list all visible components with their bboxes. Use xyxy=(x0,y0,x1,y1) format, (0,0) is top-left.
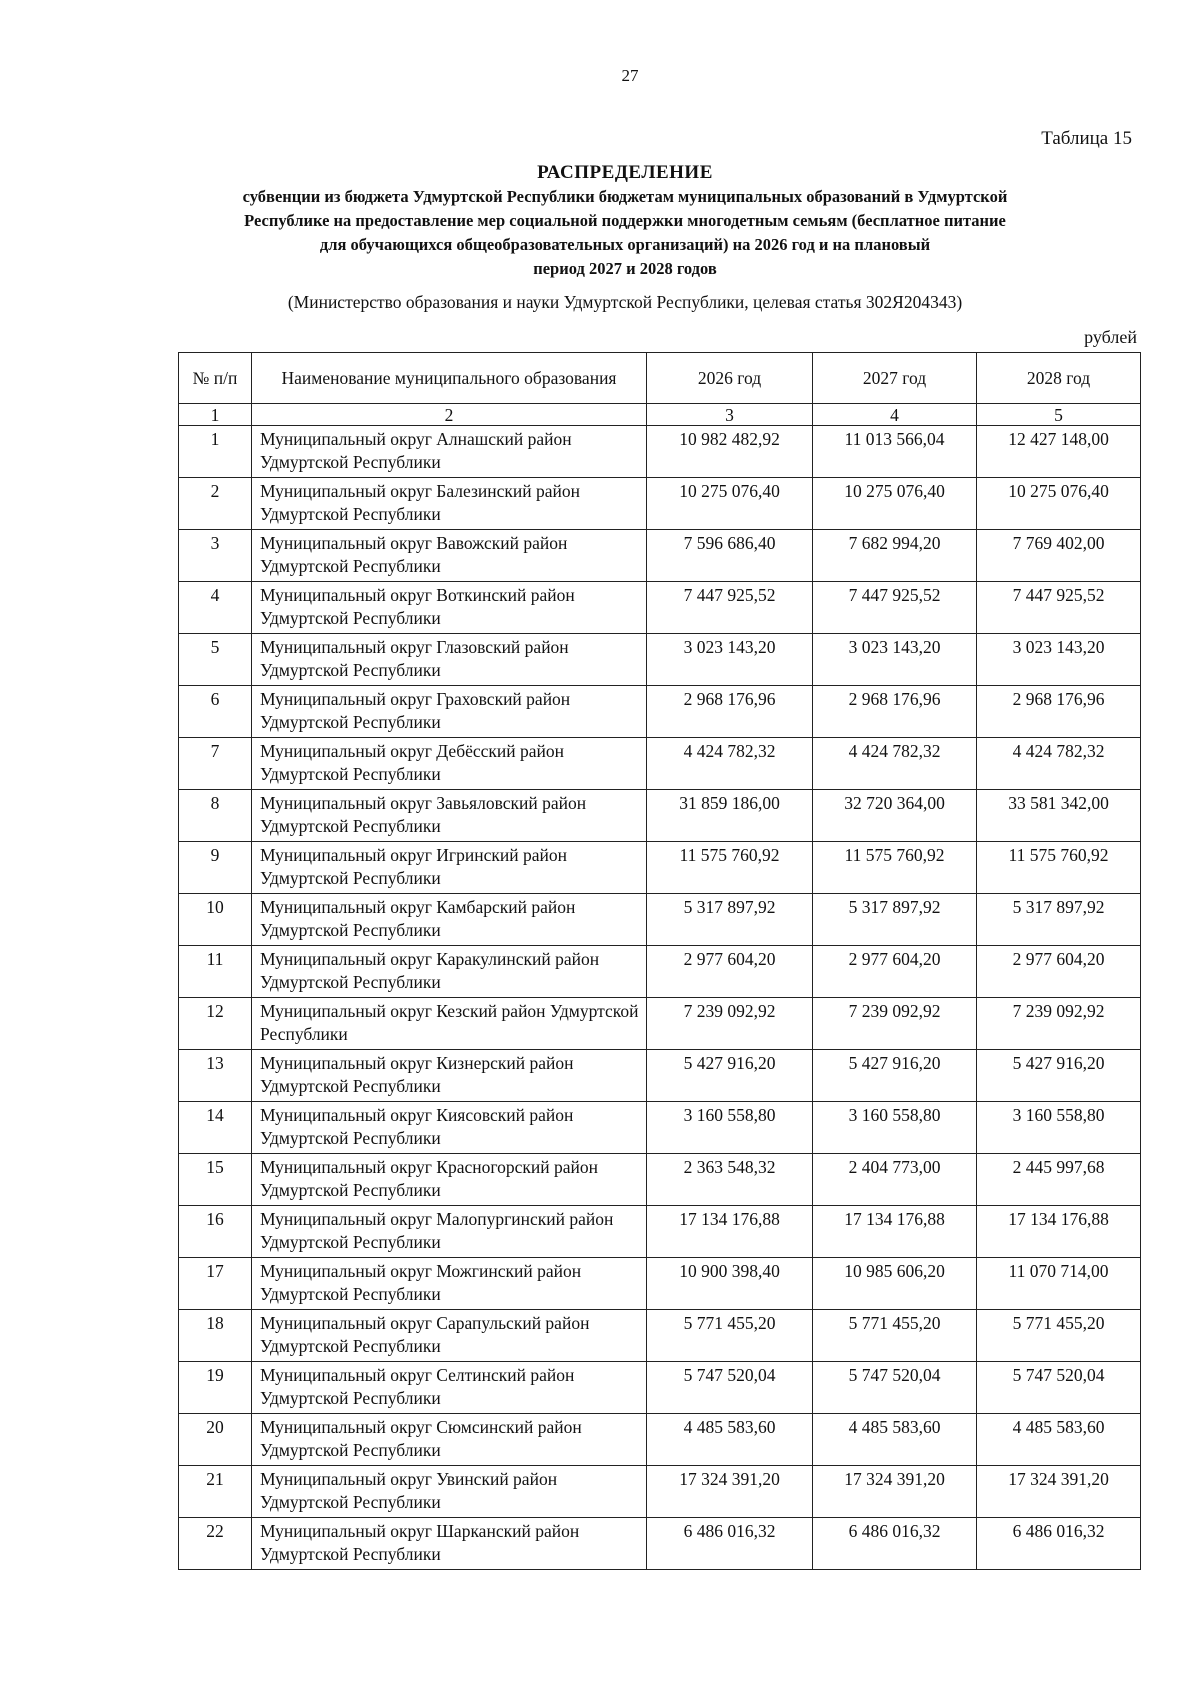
amount-2027-cell: 2 968 176,96 xyxy=(813,686,977,738)
amount-2028-cell: 11 070 714,00 xyxy=(977,1258,1141,1310)
municipality-name-cell: Муниципальный округ Шарканский район Удмуртской Республики xyxy=(252,1518,647,1570)
amount-2026-cell: 7 239 092,92 xyxy=(647,998,813,1050)
document-subtitle-line-4: период 2027 и 2028 годов xyxy=(533,259,717,278)
table-row xyxy=(179,1466,1141,1518)
amount-2026-cell: 5 747 520,04 xyxy=(647,1362,813,1414)
row-number-cell: 17 xyxy=(179,1258,252,1310)
table-row xyxy=(179,1102,1141,1154)
row-number-cell: 16 xyxy=(179,1206,252,1258)
table-row xyxy=(179,634,1141,686)
municipality-name-cell: Муниципальный округ Сарапульский район Удмуртской Республики xyxy=(252,1310,647,1362)
table-row xyxy=(179,790,1141,842)
amount-2028-cell: 17 134 176,88 xyxy=(977,1206,1141,1258)
amount-2026-cell: 31 859 186,00 xyxy=(647,790,813,842)
amount-2026-cell: 7 447 925,52 xyxy=(647,582,813,634)
distribution-table xyxy=(178,352,1141,1570)
table-row xyxy=(179,894,1141,946)
amount-2028-cell: 11 575 760,92 xyxy=(977,842,1141,894)
document-title: РАСПРЕДЕЛЕНИЕ xyxy=(537,162,713,183)
table-row xyxy=(179,998,1141,1050)
amount-2027-cell: 2 977 604,20 xyxy=(813,946,977,998)
amount-2026-cell: 10 275 076,40 xyxy=(647,478,813,530)
header-name: Наименование муниципального образования xyxy=(252,353,647,404)
page-number: 27 xyxy=(621,66,639,85)
municipality-name-cell: Муниципальный округ Можгинский район Удмуртской Республики xyxy=(252,1258,647,1310)
municipality-name-cell: Муниципальный округ Каракулинский район Удмуртской Республики xyxy=(252,946,647,998)
amount-2028-cell: 2 445 997,68 xyxy=(977,1154,1141,1206)
column-number: 2 xyxy=(252,404,647,426)
municipality-name-cell: Муниципальный округ Селтинский район Удмуртской Республики xyxy=(252,1362,647,1414)
table-row xyxy=(179,686,1141,738)
municipality-name-cell: Муниципальный округ Кизнерский район Удмуртской Республики xyxy=(252,1050,647,1102)
municipality-name-cell: Муниципальный округ Воткинский район Удмуртской Республики xyxy=(252,582,647,634)
amount-2026-cell: 6 486 016,32 xyxy=(647,1518,813,1570)
header-2028: 2028 год xyxy=(977,353,1141,404)
amount-2026-cell: 5 771 455,20 xyxy=(647,1310,813,1362)
amount-2027-cell: 5 771 455,20 xyxy=(813,1310,977,1362)
amount-2026-cell: 11 575 760,92 xyxy=(647,842,813,894)
row-number-cell: 6 xyxy=(179,686,252,738)
amount-2026-cell: 4 424 782,32 xyxy=(647,738,813,790)
row-number-cell: 15 xyxy=(179,1154,252,1206)
amount-2027-cell: 3 160 558,80 xyxy=(813,1102,977,1154)
amount-2027-cell: 5 317 897,92 xyxy=(813,894,977,946)
row-number-cell: 13 xyxy=(179,1050,252,1102)
row-number-cell: 10 xyxy=(179,894,252,946)
table-row xyxy=(179,1258,1141,1310)
table-row xyxy=(179,478,1141,530)
row-number-cell: 2 xyxy=(179,478,252,530)
row-number-cell: 8 xyxy=(179,790,252,842)
table-header-row xyxy=(179,353,1141,404)
amount-2028-cell: 2 968 176,96 xyxy=(977,686,1141,738)
amount-2027-cell: 2 404 773,00 xyxy=(813,1154,977,1206)
municipality-name-cell: Муниципальный округ Вавожский район Удмуртской Республики xyxy=(252,530,647,582)
title-block xyxy=(185,160,1065,315)
municipality-name-cell: Муниципальный округ Глазовский район Удмуртской Республики xyxy=(252,634,647,686)
municipality-name-cell: Муниципальный округ Дебёсский район Удмуртской Республики xyxy=(252,738,647,790)
document-subtitle-line-2: Республике на предоставление мер социальной поддержки многодетным семьям (бесплатное питание xyxy=(244,211,1006,230)
table-label: Таблица 15 xyxy=(1041,128,1132,149)
amount-2026-cell: 3 160 558,80 xyxy=(647,1102,813,1154)
municipality-name-cell: Муниципальный округ Алнашский район Удмуртской Республики xyxy=(252,426,647,478)
row-number-cell: 12 xyxy=(179,998,252,1050)
table-row xyxy=(179,946,1141,998)
table-row xyxy=(179,426,1141,478)
row-number-cell: 18 xyxy=(179,1310,252,1362)
amount-2028-cell: 7 769 402,00 xyxy=(977,530,1141,582)
table-row xyxy=(179,1518,1141,1570)
amount-2027-cell: 10 275 076,40 xyxy=(813,478,977,530)
amount-2026-cell: 3 023 143,20 xyxy=(647,634,813,686)
municipality-name-cell: Муниципальный округ Киясовский район Удмуртской Республики xyxy=(252,1102,647,1154)
header-num: № п/п xyxy=(179,353,252,404)
column-number-row xyxy=(179,404,1141,426)
amount-2026-cell: 2 968 176,96 xyxy=(647,686,813,738)
row-number-cell: 3 xyxy=(179,530,252,582)
amount-2027-cell: 5 747 520,04 xyxy=(813,1362,977,1414)
amount-2027-cell: 4 424 782,32 xyxy=(813,738,977,790)
amount-2028-cell: 6 486 016,32 xyxy=(977,1518,1141,1570)
amount-2027-cell: 7 239 092,92 xyxy=(813,998,977,1050)
municipality-name-cell: Муниципальный округ Красногорский район Удмуртской Республики xyxy=(252,1154,647,1206)
amount-2026-cell: 2 977 604,20 xyxy=(647,946,813,998)
row-number-cell: 9 xyxy=(179,842,252,894)
column-number: 5 xyxy=(977,404,1141,426)
municipality-name-cell: Муниципальный округ Балезинский район Удмуртской Республики xyxy=(252,478,647,530)
table-row xyxy=(179,1050,1141,1102)
ministry-note: (Министерство образования и науки Удмуртской Республики, целевая статья 302Я204343) xyxy=(287,292,963,312)
row-number-cell: 5 xyxy=(179,634,252,686)
header-2027: 2027 год xyxy=(813,353,977,404)
municipality-name-cell: Муниципальный округ Увинский район Удмуртской Республики xyxy=(252,1466,647,1518)
amount-2028-cell: 2 977 604,20 xyxy=(977,946,1141,998)
amount-2027-cell: 10 985 606,20 xyxy=(813,1258,977,1310)
row-number-cell: 4 xyxy=(179,582,252,634)
amount-2026-cell: 2 363 548,32 xyxy=(647,1154,813,1206)
amount-2026-cell: 5 427 916,20 xyxy=(647,1050,813,1102)
amount-2026-cell: 17 134 176,88 xyxy=(647,1206,813,1258)
municipality-name-cell: Муниципальный округ Камбарский район Удмуртской Республики xyxy=(252,894,647,946)
amount-2028-cell: 12 427 148,00 xyxy=(977,426,1141,478)
header-2026: 2026 год xyxy=(647,353,813,404)
amount-2026-cell: 10 982 482,92 xyxy=(647,426,813,478)
municipality-name-cell: Муниципальный округ Завьяловский район Удмуртской Республики xyxy=(252,790,647,842)
amount-2028-cell: 10 275 076,40 xyxy=(977,478,1141,530)
amount-2028-cell: 5 427 916,20 xyxy=(977,1050,1141,1102)
document-subtitle-line-3: для обучающихся общеобразовательных организаций) на 2026 год и на плановый xyxy=(319,235,931,254)
amount-2026-cell: 5 317 897,92 xyxy=(647,894,813,946)
municipality-name-cell: Муниципальный округ Кезский район Удмуртской Республики xyxy=(252,998,647,1050)
table-row xyxy=(179,1206,1141,1258)
amount-2027-cell: 4 485 583,60 xyxy=(813,1414,977,1466)
amount-2028-cell: 5 747 520,04 xyxy=(977,1362,1141,1414)
amount-2027-cell: 7 447 925,52 xyxy=(813,582,977,634)
table-row xyxy=(179,1154,1141,1206)
amount-2027-cell: 7 682 994,20 xyxy=(813,530,977,582)
amount-2028-cell: 7 239 092,92 xyxy=(977,998,1141,1050)
table-row xyxy=(179,842,1141,894)
row-number-cell: 11 xyxy=(179,946,252,998)
amount-2026-cell: 4 485 583,60 xyxy=(647,1414,813,1466)
table-row xyxy=(179,1362,1141,1414)
table-row xyxy=(179,582,1141,634)
amount-2028-cell: 3 160 558,80 xyxy=(977,1102,1141,1154)
table-row xyxy=(179,1310,1141,1362)
amount-2028-cell: 4 485 583,60 xyxy=(977,1414,1141,1466)
row-number-cell: 14 xyxy=(179,1102,252,1154)
units-label: рублей xyxy=(1084,327,1137,347)
amount-2028-cell: 5 317 897,92 xyxy=(977,894,1141,946)
column-number: 1 xyxy=(179,404,252,426)
municipality-name-cell: Муниципальный округ Граховский район Удмуртской Республики xyxy=(252,686,647,738)
amount-2026-cell: 7 596 686,40 xyxy=(647,530,813,582)
amount-2027-cell: 5 427 916,20 xyxy=(813,1050,977,1102)
amount-2028-cell: 4 424 782,32 xyxy=(977,738,1141,790)
table-row xyxy=(179,738,1141,790)
amount-2026-cell: 10 900 398,40 xyxy=(647,1258,813,1310)
amount-2027-cell: 3 023 143,20 xyxy=(813,634,977,686)
row-number-cell: 7 xyxy=(179,738,252,790)
table-row xyxy=(179,1414,1141,1466)
municipality-name-cell: Муниципальный округ Малопургинский район Удмуртской Республики xyxy=(252,1206,647,1258)
amount-2028-cell: 3 023 143,20 xyxy=(977,634,1141,686)
amount-2028-cell: 33 581 342,00 xyxy=(977,790,1141,842)
amount-2028-cell: 17 324 391,20 xyxy=(977,1466,1141,1518)
amount-2028-cell: 5 771 455,20 xyxy=(977,1310,1141,1362)
amount-2027-cell: 11 013 566,04 xyxy=(813,426,977,478)
amount-2028-cell: 7 447 925,52 xyxy=(977,582,1141,634)
amount-2027-cell: 11 575 760,92 xyxy=(813,842,977,894)
municipality-name-cell: Муниципальный округ Игринский район Удмуртской Республики xyxy=(252,842,647,894)
row-number-cell: 19 xyxy=(179,1362,252,1414)
amount-2027-cell: 32 720 364,00 xyxy=(813,790,977,842)
row-number-cell: 20 xyxy=(179,1414,252,1466)
amount-2027-cell: 6 486 016,32 xyxy=(813,1518,977,1570)
municipality-name-cell: Муниципальный округ Сюмсинский район Удмуртской Республики xyxy=(252,1414,647,1466)
column-number: 3 xyxy=(647,404,813,426)
row-number-cell: 21 xyxy=(179,1466,252,1518)
amount-2027-cell: 17 134 176,88 xyxy=(813,1206,977,1258)
amount-2027-cell: 17 324 391,20 xyxy=(813,1466,977,1518)
column-number: 4 xyxy=(813,404,977,426)
row-number-cell: 22 xyxy=(179,1518,252,1570)
document-subtitle-line-1: субвенции из бюджета Удмуртской Республики бюджетам муниципальных образований в Удмуртской xyxy=(242,187,1008,206)
row-number-cell: 1 xyxy=(179,426,252,478)
amount-2026-cell: 17 324 391,20 xyxy=(647,1466,813,1518)
table-row xyxy=(179,530,1141,582)
